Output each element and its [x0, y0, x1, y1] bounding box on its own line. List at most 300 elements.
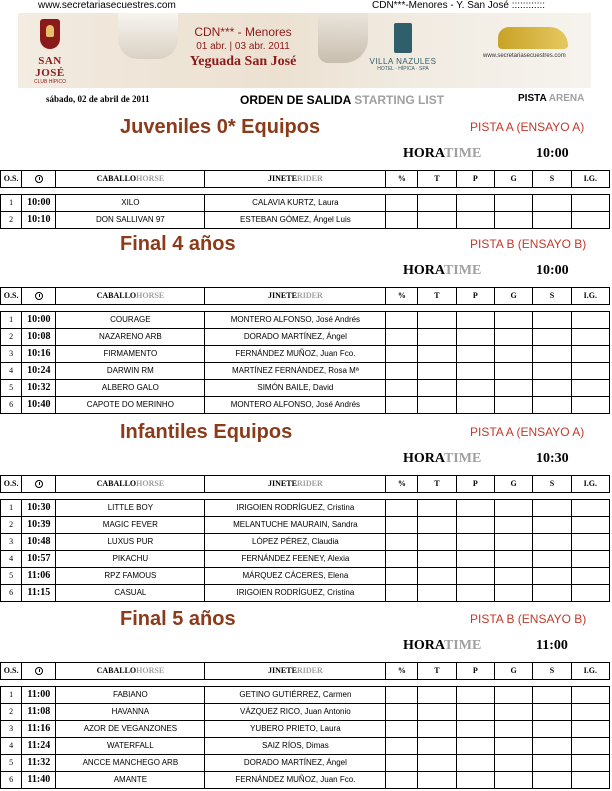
g-cell [494, 738, 532, 755]
col-p-label: P [472, 479, 478, 488]
p-cell [456, 380, 494, 397]
time-cell: 11:24 [22, 738, 56, 755]
table-header-row [1, 288, 610, 305]
col-s-header [533, 663, 571, 680]
t-cell [418, 704, 456, 721]
orden-en: STARTING LIST [354, 93, 445, 107]
col-t-header [418, 663, 456, 680]
ig-cell [571, 517, 609, 534]
pista-en: ARENA [548, 93, 585, 104]
table-row [1, 721, 610, 738]
col-os-label: O.S. [3, 291, 19, 300]
p-cell [456, 738, 494, 755]
t-cell [418, 721, 456, 738]
table-row [1, 397, 610, 414]
os-cell: 6 [1, 585, 22, 602]
pct-cell [386, 312, 418, 329]
s-cell [533, 397, 571, 414]
time-cell: 10:00 [22, 195, 56, 212]
col-rider-label: JINETE [268, 174, 297, 183]
s-cell [533, 363, 571, 380]
ig-cell [571, 312, 609, 329]
section-pista: PISTA B (ENSAYO B) [470, 237, 587, 251]
t-cell [418, 195, 456, 212]
col-rider-header [205, 171, 386, 188]
col-horse-label: CABALLO [96, 479, 137, 488]
g-cell [494, 363, 532, 380]
hora-value: 10:30 [536, 451, 569, 466]
os-cell: 1 [1, 312, 22, 329]
rider-cell: GETINO GUTIÉRREZ, Carmen [205, 687, 386, 704]
rider-cell: DORADO MARTÍNEZ, Ángel [205, 329, 386, 346]
ig-cell [571, 363, 609, 380]
col-horse-label-en: HORSE [136, 666, 165, 675]
col-horse-header [56, 171, 205, 188]
pct-cell [386, 517, 418, 534]
s-cell [533, 517, 571, 534]
col-g-label: G [510, 479, 517, 488]
rider-cell: ESTEBAN GÓMEZ, Ángel Luis [205, 212, 386, 229]
hora-label [403, 451, 481, 467]
time-cell: 10:24 [22, 363, 56, 380]
t-cell [418, 500, 456, 517]
hora-main: HORA [403, 638, 444, 653]
t-cell [418, 738, 456, 755]
horse-cell: CAPOTE DO MERINHO [56, 397, 205, 414]
horse-cell: WATERFALL [56, 738, 205, 755]
g-cell [494, 704, 532, 721]
ig-cell [571, 212, 609, 229]
horse-cell: AMANTE [56, 772, 205, 789]
starting-list-table [0, 287, 610, 414]
time-cell: 10:32 [22, 380, 56, 397]
s-cell [533, 568, 571, 585]
horse-rider-icon [498, 27, 568, 49]
hora-main: HORA [403, 263, 444, 278]
col-pct-label: % [397, 174, 406, 183]
g-cell [494, 517, 532, 534]
rider-cell: IRIGOIEN RODRÍGUEZ, Cristina [205, 585, 386, 602]
t-cell [418, 212, 456, 229]
table-row [1, 517, 610, 534]
os-cell: 1 [1, 500, 22, 517]
section-title: Juveniles 0* Equipos [120, 116, 321, 138]
hora-en: TIME [443, 638, 482, 653]
rider-cell: LÓPEZ PÉREZ, Claudia [205, 534, 386, 551]
horse-cell: DON SALLIVAN 97 [56, 212, 205, 229]
col-p-label: P [472, 666, 478, 675]
p-cell [456, 534, 494, 551]
t-cell [418, 568, 456, 585]
s-cell [533, 551, 571, 568]
gap-cell [1, 188, 610, 195]
table-row [1, 568, 610, 585]
col-rider-label: JINETE [268, 479, 297, 488]
t-cell [418, 755, 456, 772]
horse-cell: COURAGE [56, 312, 205, 329]
pct-cell [386, 755, 418, 772]
horse-cell: HAVANNA [56, 704, 205, 721]
t-cell [418, 329, 456, 346]
col-g-label: G [510, 291, 517, 300]
table-row [1, 772, 610, 789]
g-cell [494, 585, 532, 602]
os-cell: 4 [1, 738, 22, 755]
g-cell [494, 534, 532, 551]
table-row [1, 195, 610, 212]
pct-cell [386, 500, 418, 517]
col-p-label: P [472, 174, 478, 183]
s-cell [533, 755, 571, 772]
time-cell: 10:48 [22, 534, 56, 551]
clock-icon [35, 667, 43, 675]
col-t-header [418, 288, 456, 305]
p-cell [456, 704, 494, 721]
horse-cell: AZOR DE VEGANZONES [56, 721, 205, 738]
s-cell [533, 312, 571, 329]
table-header-row [1, 476, 610, 493]
table-row [1, 704, 610, 721]
partner-site[interactable]: www.secretariasecuestres.com [483, 53, 566, 59]
event-title: CDN*** - Menores [194, 25, 292, 39]
rider-cell: CALAVIA KURTZ, Laura [205, 195, 386, 212]
t-cell [418, 363, 456, 380]
horse-cell: MAGIC FEVER [56, 517, 205, 534]
time-cell: 11:32 [22, 755, 56, 772]
section-title: Final 4 años [120, 233, 236, 255]
horse-cell: LITTLE BOY [56, 500, 205, 517]
col-ig-label: I.G. [583, 666, 597, 675]
pct-cell [386, 704, 418, 721]
pct-cell [386, 534, 418, 551]
p-cell [456, 755, 494, 772]
time-cell: 11:16 [22, 721, 56, 738]
horse-cell: ALBERO GALO [56, 380, 205, 397]
pct-cell [386, 551, 418, 568]
rider-cell: YUBERO PRIETO, Laura [205, 721, 386, 738]
col-t-header [418, 476, 456, 493]
t-cell [418, 380, 456, 397]
t-cell [418, 346, 456, 363]
os-cell: 1 [1, 687, 22, 704]
pct-cell [386, 346, 418, 363]
p-cell [456, 397, 494, 414]
g-cell [494, 755, 532, 772]
col-g-label: G [510, 174, 517, 183]
t-cell [418, 687, 456, 704]
col-horse-header [56, 288, 205, 305]
clock-icon [35, 175, 43, 183]
p-cell [456, 195, 494, 212]
t-cell [418, 551, 456, 568]
g-cell [494, 568, 532, 585]
time-cell: 11:40 [22, 772, 56, 789]
hora-value: 10:00 [536, 263, 569, 278]
col-ig-header [571, 476, 609, 493]
hora-en: TIME [443, 263, 482, 278]
g-cell [494, 721, 532, 738]
time-cell: 10:10 [22, 212, 56, 229]
col-s-label: S [549, 174, 555, 183]
table-gap [1, 305, 610, 312]
g-cell [494, 346, 532, 363]
p-cell [456, 517, 494, 534]
os-cell: 6 [1, 772, 22, 789]
time-cell: 10:30 [22, 500, 56, 517]
ig-cell [571, 397, 609, 414]
table-row [1, 738, 610, 755]
p-cell [456, 329, 494, 346]
s-cell [533, 329, 571, 346]
col-g-header [494, 663, 532, 680]
s-cell [533, 380, 571, 397]
col-horse-label: CABALLO [96, 174, 137, 183]
crest-icon [40, 19, 60, 49]
gap-cell [1, 493, 610, 500]
ig-cell [571, 380, 609, 397]
rider-cell: VÁZQUEZ RICO, Juan Antonio [205, 704, 386, 721]
col-t-label: T [434, 666, 440, 675]
p-cell [456, 721, 494, 738]
col-s-label: S [549, 479, 555, 488]
s-cell [533, 704, 571, 721]
table-row [1, 312, 610, 329]
ig-cell [571, 755, 609, 772]
starting-list-table [0, 662, 610, 789]
ig-cell [571, 704, 609, 721]
col-ig-header [571, 288, 609, 305]
hora-value: 10:00 [536, 146, 569, 161]
time-cell: 10:16 [22, 346, 56, 363]
col-time-header [22, 663, 56, 680]
col-g-label: G [510, 666, 517, 675]
clock-icon [35, 292, 43, 300]
col-t-label: T [434, 291, 440, 300]
g-cell [494, 687, 532, 704]
s-cell [533, 721, 571, 738]
ig-cell [571, 329, 609, 346]
section-pista: PISTA A (ENSAYO A) [470, 120, 585, 134]
s-cell [533, 500, 571, 517]
col-os-header [1, 663, 22, 680]
clock-icon [35, 480, 43, 488]
rider-cell: IRIGOIEN RODRÍGUEZ, Cristina [205, 500, 386, 517]
table-row [1, 380, 610, 397]
hora-label [403, 638, 481, 654]
ig-cell [571, 534, 609, 551]
p-cell [456, 687, 494, 704]
col-t-label: T [434, 479, 440, 488]
os-cell: 2 [1, 704, 22, 721]
time-cell: 10:39 [22, 517, 56, 534]
col-ig-header [571, 171, 609, 188]
p-cell [456, 551, 494, 568]
hora-main: HORA [403, 451, 444, 466]
horse-cell: CASUAL [56, 585, 205, 602]
col-horse-label-en: HORSE [136, 479, 165, 488]
hora-en: TIME [443, 146, 482, 161]
col-rider-label: JINETE [268, 666, 297, 675]
table-gap [1, 493, 610, 500]
col-g-header [494, 476, 532, 493]
g-cell [494, 329, 532, 346]
col-s-header [533, 476, 571, 493]
s-cell [533, 195, 571, 212]
g-cell [494, 212, 532, 229]
col-pct-label: % [397, 291, 406, 300]
col-horse-label: CABALLO [96, 291, 137, 300]
t-cell [418, 585, 456, 602]
col-os-header [1, 171, 22, 188]
col-pct-header [386, 288, 418, 305]
g-cell [494, 195, 532, 212]
col-ig-label: I.G. [583, 174, 597, 183]
top-line [0, 0, 612, 12]
col-s-label: S [549, 291, 555, 300]
col-horse-header [56, 663, 205, 680]
p-cell [456, 312, 494, 329]
g-cell [494, 551, 532, 568]
p-cell [456, 500, 494, 517]
col-os-header [1, 476, 22, 493]
event-banner [18, 13, 591, 88]
col-p-header [456, 476, 494, 493]
col-g-header [494, 288, 532, 305]
s-cell [533, 212, 571, 229]
event-venue: Yeguada San José [189, 54, 297, 69]
rider-cell: MARTÍNEZ FERNÁNDEZ, Rosa Mª [205, 363, 386, 380]
ig-cell [571, 772, 609, 789]
rider-cell: MONTERO ALFONSO, José Andrés [205, 312, 386, 329]
pct-cell [386, 397, 418, 414]
time-cell: 11:00 [22, 687, 56, 704]
rider-cell: DORADO MARTÍNEZ, Ángel [205, 755, 386, 772]
col-p-header [456, 288, 494, 305]
g-cell [494, 397, 532, 414]
col-horse-label: CABALLO [96, 666, 137, 675]
s-cell [533, 738, 571, 755]
p-cell [456, 363, 494, 380]
horse-cell: ANCCE MANCHEGO ARB [56, 755, 205, 772]
time-cell: 11:08 [22, 704, 56, 721]
rider-cell: FERNÁNDEZ FEENEY, Alexia [205, 551, 386, 568]
pct-cell [386, 772, 418, 789]
table-row [1, 329, 610, 346]
table-row [1, 585, 610, 602]
pct-cell [386, 738, 418, 755]
time-cell: 11:06 [22, 568, 56, 585]
ig-cell [571, 551, 609, 568]
gap-cell [1, 305, 610, 312]
os-cell: 3 [1, 534, 22, 551]
rider-cell: MELANTUCHE MAURAIN, Sandra [205, 517, 386, 534]
table-row [1, 755, 610, 772]
col-rider-header [205, 288, 386, 305]
col-pct-header [386, 171, 418, 188]
partner-sub: HOTEL · HÍPICA · SPA [377, 66, 429, 72]
os-cell: 1 [1, 195, 22, 212]
pct-cell [386, 212, 418, 229]
os-cell: 3 [1, 346, 22, 363]
g-cell [494, 772, 532, 789]
t-cell [418, 397, 456, 414]
table-header-row [1, 663, 610, 680]
hora-label [403, 263, 481, 279]
horse-cell: FABIANO [56, 687, 205, 704]
table-row [1, 500, 610, 517]
hora-value: 11:00 [536, 638, 568, 653]
table-row [1, 551, 610, 568]
s-cell [533, 585, 571, 602]
p-cell [456, 568, 494, 585]
ig-cell [571, 195, 609, 212]
s-cell [533, 346, 571, 363]
col-rider-label-en: RIDER [296, 479, 323, 488]
os-cell: 5 [1, 755, 22, 772]
col-pct-label: % [397, 479, 406, 488]
tower-icon [394, 23, 412, 53]
col-time-header [22, 476, 56, 493]
t-cell [418, 534, 456, 551]
col-rider-label-en: RIDER [296, 666, 323, 675]
g-cell [494, 380, 532, 397]
os-cell: 5 [1, 568, 22, 585]
col-p-header [456, 663, 494, 680]
logo-name: SAN JOSÉ [35, 55, 65, 79]
os-cell: 3 [1, 721, 22, 738]
section-title: Infantiles Equipos [120, 421, 293, 443]
partner-name: VILLA NAZULES [369, 57, 437, 66]
table-gap [1, 188, 610, 195]
section-pista: PISTA B (ENSAYO B) [470, 612, 587, 626]
os-cell: 6 [1, 397, 22, 414]
section-pista: PISTA A (ENSAYO A) [470, 425, 585, 439]
table-row [1, 687, 610, 704]
rider-cell: MÁRQUEZ CÁCERES, Elena [205, 568, 386, 585]
col-ig-header [571, 663, 609, 680]
event-dates: 01 abr. | 03 abr. 2011 [196, 41, 290, 52]
p-cell [456, 212, 494, 229]
col-os-header [1, 288, 22, 305]
time-cell: 11:15 [22, 585, 56, 602]
col-rider-header [205, 663, 386, 680]
col-os-label: O.S. [3, 666, 19, 675]
rider-cell: FERNÁNDEZ MUÑOZ, Juan Fco. [205, 346, 386, 363]
pct-cell [386, 195, 418, 212]
event-info [158, 25, 328, 70]
section-title: Final 5 años [120, 608, 236, 630]
g-cell [494, 500, 532, 517]
col-p-header [456, 171, 494, 188]
site-url[interactable]: www.secretariasecuestres.com [38, 0, 176, 11]
col-os-label: O.S. [3, 479, 19, 488]
col-rider-label-en: RIDER [296, 291, 323, 300]
arena-label [518, 93, 584, 104]
starting-list-table [0, 170, 610, 229]
ig-cell [571, 738, 609, 755]
col-rider-label-en: RIDER [296, 174, 323, 183]
col-pct-header [386, 663, 418, 680]
col-s-label: S [549, 666, 555, 675]
col-p-label: P [472, 291, 478, 300]
os-cell: 5 [1, 380, 22, 397]
pct-cell [386, 687, 418, 704]
table-row [1, 212, 610, 229]
col-horse-label-en: HORSE [136, 174, 165, 183]
col-pct-label: % [397, 666, 406, 675]
hora-label [403, 146, 481, 162]
p-cell [456, 346, 494, 363]
